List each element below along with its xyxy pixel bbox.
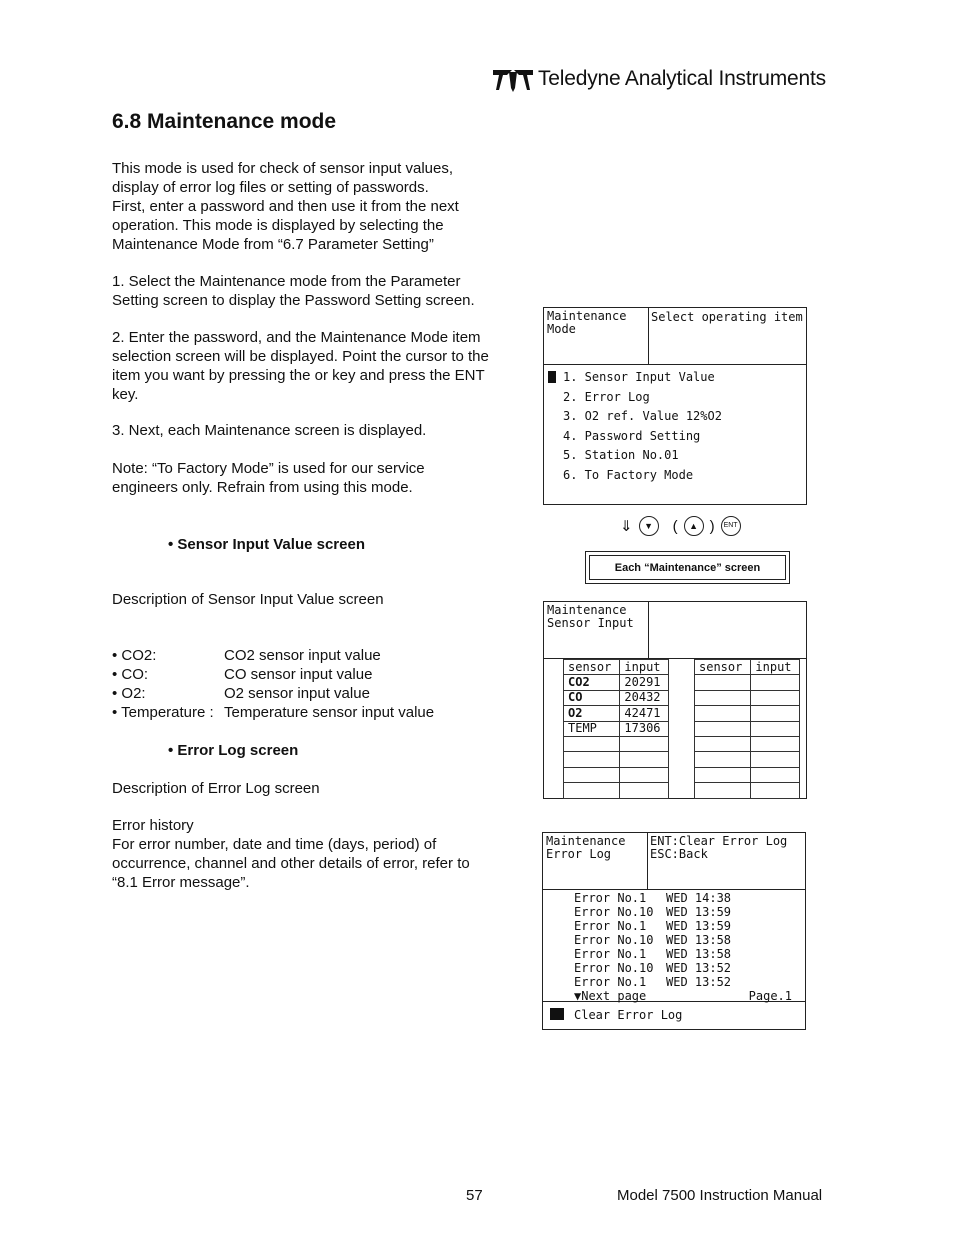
error-time: WED 13:52 [666,961,732,975]
table-header-row [564,660,669,675]
screen-title [547,310,626,336]
error-description: Description of Error Log screen [112,780,320,797]
cursor-icon [548,371,556,383]
error-number: Error No.1 [574,947,647,961]
table-row [564,767,669,782]
menu-item-station[interactable]: 5. Station No.01 [563,448,679,463]
definition-text: O2 sensor input value [224,685,370,702]
paren-open-icon: ( [672,517,678,535]
maintenance-mode-screen [543,307,807,505]
error-time: WED 13:59 [666,905,732,919]
table-row [695,690,800,705]
list-item [574,961,792,975]
brand-name: Teledyne Analytical Instruments [538,67,826,90]
list-item [574,947,792,961]
down-key-icon: ▼ [639,516,659,536]
sensor-value: 20291 [620,675,669,690]
teledyne-logo-icon [492,66,534,92]
error-time: WED 13:58 [666,933,732,947]
table-row [695,767,800,782]
definition-term: • O2: [112,685,146,702]
intro-line: display of error log files or setting of passwords. [112,179,429,196]
clear-error-log-item[interactable]: Clear Error Log [574,1008,683,1022]
page-header [492,66,826,92]
step-line: item you want by pressing the or key and press the ENT [112,367,485,384]
table-row [695,752,800,767]
sensor-definitions [112,646,434,722]
screen-hints [650,835,787,861]
list-item [574,919,792,933]
sensor-heading: • Sensor Input Value screen [168,536,365,553]
intro-line: This mode is used for check of sensor input values, [112,160,454,177]
sensor-value: 17306 [620,721,669,736]
table-row [695,783,800,798]
col-sensor-header: sensor [695,660,751,675]
definition-text: Temperature sensor input value [224,704,435,721]
sensor-name: O2 [564,706,620,721]
table-row [564,675,669,690]
each-screen-box [585,551,790,584]
ent-key-icon: ENT [721,516,741,536]
screen-title-line: Maintenance [546,834,626,848]
definition-row [112,703,434,722]
error-time: WED 14:38 [666,891,732,905]
list-item [574,891,792,905]
page-number: 57 [466,1187,483,1204]
note-line: Note: “To Factory Mode” is used for our service [112,460,425,477]
error-time: WED 13:59 [666,919,732,933]
definition-term: • Temperature : [112,704,214,721]
note-line: engineers only. Refrain from using this mode. [112,479,413,496]
paren-close-icon: ) [709,517,715,535]
step-line: 1. Select the Maintenance mode from the Parameter [112,273,461,290]
step-line: Setting screen to display the Password Setting screen. [112,292,475,309]
sensor-table-right [694,659,800,799]
menu-item-factory-mode[interactable]: 6. To Factory Mode [563,467,694,482]
table-row [564,690,669,705]
table-row [564,752,669,767]
sensor-name: CO [564,690,620,705]
sensor-table-left [563,659,669,799]
definition-row [112,665,434,684]
sensor-name: CO2 [564,675,620,690]
error-history-line: For error number, date and time (days, period) of [112,836,437,853]
table-row [695,706,800,721]
step-line: 2. Enter the password, and the Maintenance Mode item [112,329,481,346]
list-item [574,905,792,919]
intro-line: operation. This mode is displayed by selecting the [112,217,444,234]
menu-list [563,368,722,486]
screen-title-line: Maintenance [547,603,627,617]
intro-line: Maintenance Mode from “6.7 Parameter Setting” [112,236,434,253]
error-time: WED 13:52 [666,975,732,989]
error-history-line: “8.1 Error message”. [112,874,250,891]
screen-title-line: Sensor Input [547,616,634,630]
col-sensor-header: sensor [564,660,620,675]
definition-term: • CO: [112,666,149,683]
table-row [564,721,669,736]
step-2 [112,328,512,404]
definition-text: CO sensor input value [224,666,373,683]
step-line: selection screen will be displayed. Point the cursor to the [112,348,489,365]
up-key-icon: ▲ [684,516,704,536]
definition-term: • CO2: [112,647,157,664]
key-sequence [620,516,741,536]
section-title: 6.8 Maintenance mode [112,110,337,133]
pagination-row [574,989,792,1003]
body-text [112,159,512,254]
list-item [574,933,792,947]
table-row [564,706,669,721]
step-line: key. [112,386,139,403]
error-heading: • Error Log screen [168,742,299,759]
definition-row [112,684,434,703]
error-time: WED 13:58 [666,947,732,961]
hint-clear: ENT:Clear Error Log [650,834,788,848]
error-history-line: occurrence, channel and other details of error, refer to [112,855,470,872]
step-3: 3. Next, each Maintenance screen is displayed. [112,422,427,439]
error-number: Error No.1 [574,891,647,905]
sensor-input-screen [543,601,807,799]
note [112,459,425,497]
definition-row [112,646,434,665]
next-page-label[interactable]: Next page [581,989,647,1003]
hint-back: ESC:Back [650,847,708,861]
page-indicator: Page.1 [748,989,792,1003]
table-header-row [695,660,800,675]
intro-line: First, enter a password and then use it from the next [112,198,459,215]
error-history-title: Error history [112,817,194,834]
screen-title-line: Mode [547,322,576,336]
sensor-name: TEMP [564,721,620,736]
error-list [574,891,792,1003]
step-1 [112,272,512,310]
sensor-description: Description of Sensor Input Value screen [112,591,384,608]
menu-item-password[interactable]: 4. Password Setting [563,428,701,443]
error-number: Error No.1 [574,975,647,989]
double-down-arrow-icon: ⇓ [620,518,633,535]
table-row [695,675,800,690]
error-number: Error No.1 [574,919,647,933]
screen-title [546,835,625,861]
error-log-screen [542,832,806,1030]
definition-text: CO2 sensor input value [224,647,381,664]
error-number: Error No.10 [574,933,654,947]
screen-title [547,604,634,630]
table-row [564,736,669,751]
sensor-value: 20432 [620,690,669,705]
error-number: Error No.10 [574,961,654,975]
next-page-arrow-icon: ▼ [574,989,582,1003]
col-input-header: input [620,660,669,675]
table-row [564,783,669,798]
manual-title: Model 7500 Instruction Manual [617,1187,823,1204]
menu-item-error-log[interactable]: 2. Error Log [563,389,650,404]
menu-item-o2-ref[interactable]: 3. O2 ref. Value 12%O2 [563,409,722,424]
menu-item-sensor-input[interactable]: 1. Sensor Input Value [563,370,715,384]
col-input-header: input [751,660,800,675]
error-number: Error No.10 [574,905,654,919]
screen-prompt: Select operating item [651,310,803,324]
screen-title-line: Error Log [546,847,612,861]
error-history [112,816,512,892]
table-row [695,736,800,751]
each-screen-label: Each “Maintenance” screen [589,555,786,580]
sensor-value: 42471 [620,706,669,721]
screen-title-line: Maintenance [547,309,627,323]
list-item [574,975,792,989]
cursor-icon [550,1008,564,1020]
table-row [695,721,800,736]
